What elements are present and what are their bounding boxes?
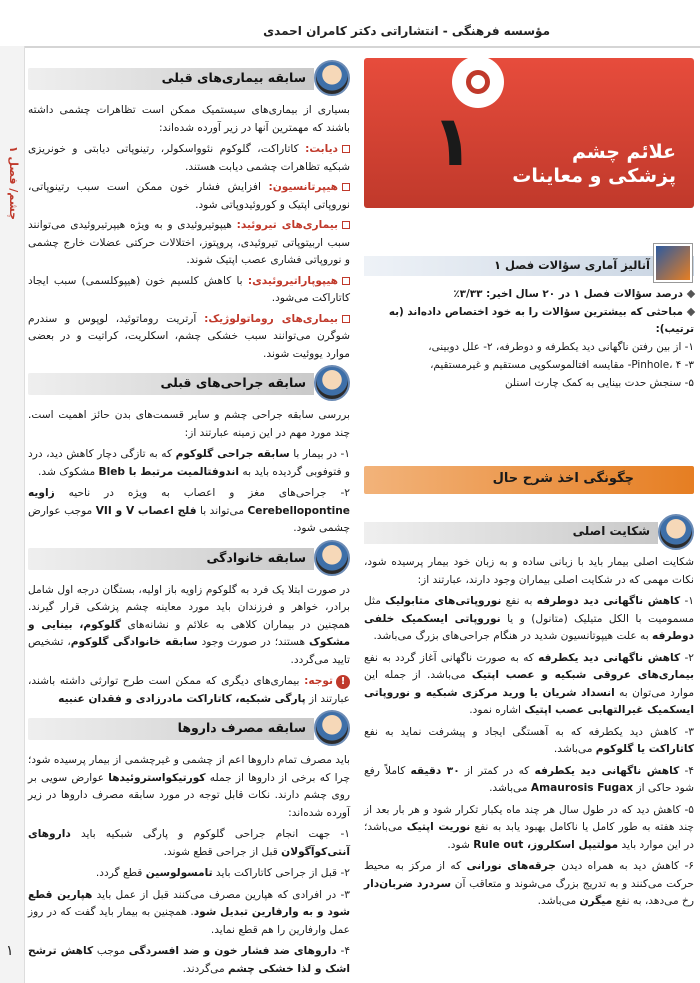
list-item: دیابت: کاتاراکت، گلوکوم نئوواسکولر، رتینوپاتی دیابتی و خونریزی شبکیه تظاهرات چشمی دیابت هستند.: [28, 143, 350, 173]
paragraph: ۱- کاهش ناگهانی دید دوطرفه به نفع نوروپاتی‌های متابولیک مثل مسمومیت با الکل متیلیک (متانول) و یا نوروپاتی ایسکمیک خلفی دوطرفه به علت هیپوتانسیون شدید در هنگام جراحی‌های بزرگ می‌باشد.: [364, 595, 694, 642]
paragraph: ۶- کاهش دید به همراه دیدن جرقه‌های نورانی که از مرکز به محیط حرکت می‌کنند و به تدریج بزرگ می‌شوند و متعاقب آن سردرد ضربان‌دار رخ می‌دهد، به نفع میگرن می‌باشد.: [364, 860, 694, 907]
paragraph: ۳- در افرادی که هپارین مصرف می‌کنند قبل از عمل باید هپارین قطع شود و به وارفارین تبدیل شود. همچنین به بیمار باید گفت که در روز عمل وارفارین را هم قطع نماید.: [28, 888, 350, 936]
section-title: شکایت اصلی: [572, 524, 650, 538]
publisher-name: مؤسسه فرهنگی - انتشاراتی دکتر کامران احمدی: [263, 24, 550, 38]
square-bullet-icon: [342, 221, 350, 229]
paragraph: ۲- کاهش ناگهانی دید یکطرفه که به صورت ناگهانی آغاز گردد به نفع بیماری‌های عروقی شبکیه و عصب اپتیک می‌باشد. از جمله این موارد می‌توان به انسداد شریان یا ورید مرکزی شبکیه و نوروپاتی ایسکمیک غیرالتهابی عصب اپتیک اشاره نمود.: [364, 651, 694, 716]
mascot-icon: [314, 710, 350, 746]
paragraph: ۲- جراحی‌های مغز و اعصاب به ویژه در ناحیه زاویه Cerebellopontine می‌تواند با فلج اعصاب V و VII موجب عوارض چشمی شود.: [28, 487, 350, 534]
section-title: سابقه خانوادگی: [206, 549, 306, 565]
page-header: [0, 0, 700, 48]
paragraph: ۵- کاهش دید که در طول سال هر چند ماه یکبار تکرار شود و هر بار بعد از چند هفته به طور کامل یا ناکامل بهبود یابد به نفع نوریت اپتیک می‌باشد؛ در این موارد باید مولتیپل اسکلروز، Rule out شود.: [364, 803, 694, 851]
stats-line: مباحثی که بیشترین سؤالات را به خود اختصاص داده‌اند (به ترتیب):: [388, 306, 694, 335]
paragraph: در صورت ابتلا یک فرد به گلوکوم زاویه باز اولیه، بستگان درجه اول شامل برادر، خواهر و فرزندان باید مورد معاینه چشم پزشکی قرار گیرند. همچنین در بیماران کلاهی به علائم و نشانه‌های گلوکوم، بینایی و مشکوک هستند؛ در صورت وجود سابقه خانوادگی گلوکوم، تشخیص تایید می‌گردد.: [28, 583, 351, 666]
list-item: هیپوپاراتیروئیدی: با کاهش کلسیم خون (هیپوکلسمی) سبب ایجاد کاتاراکت می‌شود.: [28, 274, 350, 304]
square-bullet-icon: [342, 315, 350, 323]
section-header-medications: [28, 714, 350, 744]
warning-icon: !: [336, 675, 350, 689]
paragraph: ۱- در بیمار با سابقه جراحی گلوکوم که به تازگی دچار کاهش دید، درد و فتوفوبی گردیده باید به اندوفتالمیت مرتبط با Bleb مشکوک شد.: [28, 448, 350, 478]
paragraph: ۱- جهت انجام جراحی گلوکوم و پارگی شبکیه باید داروهای آنتی‌کوآگولان قبل از جراحی قطع شوند.: [28, 828, 350, 858]
mascot-icon: [314, 540, 350, 576]
section-title: سابقه بیماری‌های قبلی: [161, 70, 306, 85]
left-column: [28, 58, 350, 982]
stats-line: ۵- سنجش حدت بینایی به کمک چارت اسنلن: [505, 377, 694, 389]
paragraph: ۳- کاهش دید یکطرفه که به آهستگی ایجاد و پیشرفت نماید به نفع کاتاراکت یا گلوکوم می‌باشد.: [364, 725, 694, 755]
section-header-prior-surgeries: [28, 369, 350, 399]
paragraph: بسیاری از بیماری‌های سیستمیک ممکن است تظاهرات چشمی داشته باشند که مهمترین آنها در زیر آورده شده‌اند:: [28, 104, 350, 134]
side-chapter-label: چشم/ فصل ۱: [7, 146, 20, 221]
stats-title: آنالیز آماری سؤالات فصل ۱: [493, 258, 650, 272]
paragraph: ۲- قبل از جراحی کاتاراکت باید تامسولوسین قطع گردد.: [95, 867, 350, 879]
chapter-title: علائم چشم پزشکی و معاینات: [512, 141, 676, 187]
diamond-bullet-icon: [687, 290, 695, 298]
section-title: سابقه جراحی‌های قبلی: [160, 375, 306, 390]
stats-line: ۱- از بین رفتن ناگهانی دید یکطرفه و دوطرفه، ۲- علل دوبینی،: [428, 341, 694, 353]
section-header-prior-diseases: [28, 64, 350, 94]
stats-line: ۳- Pinhole، ۴- مقایسه افتالموسکوپی مستقیم و غیرمستقیم،: [430, 359, 694, 371]
chapter-banner: [364, 58, 694, 208]
history-taking-header: [364, 466, 694, 494]
mascot-icon: [314, 60, 350, 96]
chapter-number: ۱: [431, 100, 474, 182]
list-item: بیماری‌های تیروئید: هیپوتیروئیدی و به ویژه هیپرتیروئیدی می‌توانند سبب اربیتوپاتی تیروئیدی، پروپتوز، اختلالات حرکتی عضلات خارج چشمی و نوروپاتی فشاری عصب اپتیک شوند.: [28, 219, 350, 266]
list-item: هیپرتانسیون: افزایش فشار خون ممکن است سبب رتینوپاتی، نوروپاتی اپتیک و کوروئیدوپاتی شود.: [28, 181, 350, 211]
square-bullet-icon: [342, 183, 350, 191]
mascot-icon: [314, 365, 350, 401]
mascot-icon: [658, 514, 694, 550]
page-number: ۱: [6, 943, 14, 959]
paragraph: شکایت اصلی بیمار باید با زبانی ساده و به زبان خود بیمار پرسیده شود، نکات مهمی که در شکایت اصلی بیماران وجود دارند، عبارتند از:: [364, 556, 694, 586]
note-paragraph: !توجه: بیماری‌های دیگری که ممکن است طرح توارثی داشته باشند، عبارتند از پارگی شبکیه، کاتاراکت مادرزادی و فقدان عنبیه: [28, 675, 350, 705]
stats-header: [364, 250, 694, 280]
stats-line: درصد سؤالات فصل ۱ در ۲۰ سال اخیر: ۳/۳۳٪: [364, 286, 694, 303]
history-taking-title: چگونگی اخذ شرح حال: [492, 471, 634, 486]
section-title: سابقه مصرف داروها: [177, 720, 306, 735]
diamond-bullet-icon: [687, 308, 695, 316]
chart-icon: [654, 244, 692, 282]
section-header-chief-complaint: [364, 518, 694, 548]
paragraph: ۴- داروهای ضد فشار خون و ضد افسردگی موجب کاهش ترشح اشک و لذا خشکی چشم می‌گردند.: [28, 945, 351, 975]
list-item: بیماری‌های روماتولوژیک: آرتریت روماتوئید، لوپوس و سندرم شوگرن می‌توانند سبب خشکی چشم، اسکلریت، کراتیت و در بعضی موارد یووئیت شوند.: [28, 312, 350, 360]
section-header-family-history: [28, 544, 350, 574]
paragraph: ۴- کاهش ناگهانی دید یکطرفه که در کمتر از ۳۰ دقیقه کاملاً رفع شود حاکی از Amaurosis Fugax می‌باشد.: [364, 764, 694, 794]
right-column: [364, 58, 694, 915]
paragraph: بررسی سابقه جراحی چشم و سایر قسمت‌های بدن حائز اهمیت است. چند مورد مهم در این زمینه عبارتند از:: [28, 409, 350, 439]
paragraph: باید مصرف تمام داروها اعم از چشمی و غیرچشمی از بیمار پرسیده شود؛ چرا که برخی از داروها از جمله کورتیکواستروئیدها عوارض سویی بر روی چشم دارند. نکات قابل توجه در مورد سابقه مصرف داروها در زیر آورده شده‌اند:: [28, 754, 350, 819]
square-bullet-icon: [342, 145, 350, 153]
square-bullet-icon: [342, 277, 350, 285]
side-chapter-tab: [0, 46, 25, 983]
